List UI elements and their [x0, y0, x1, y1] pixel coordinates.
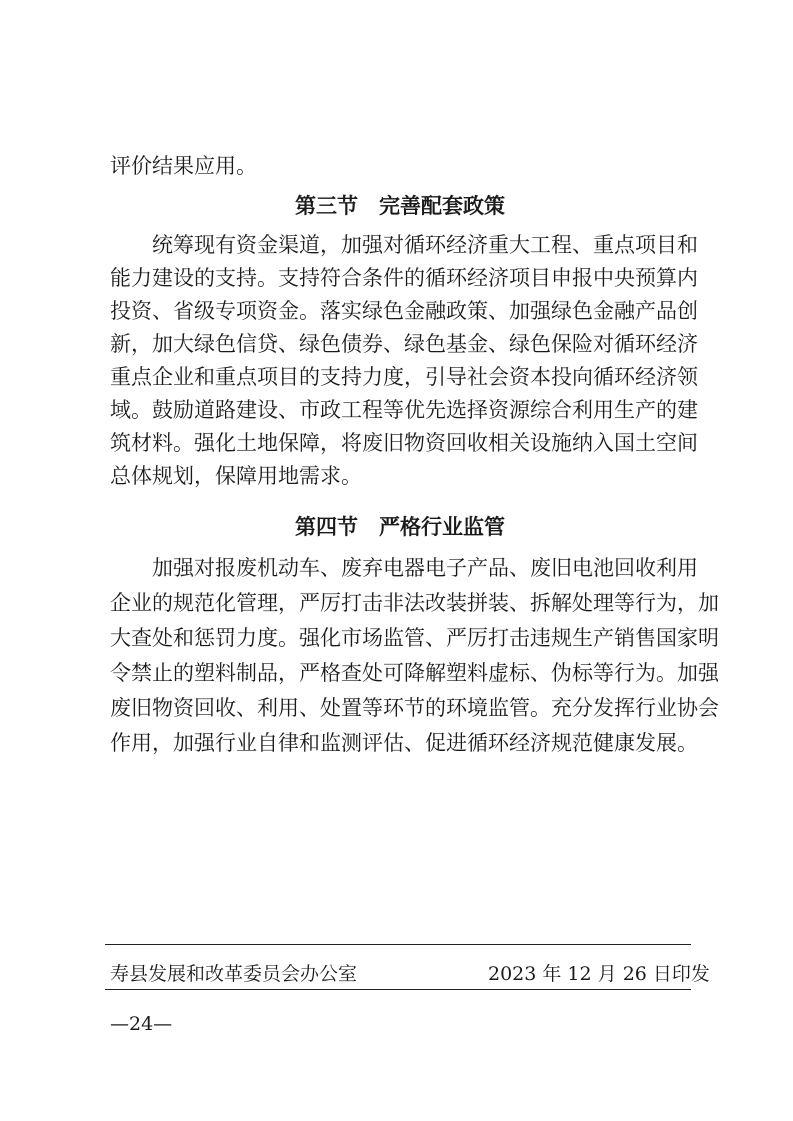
paragraph-line: 令禁止的塑料制品，严格查处可降解塑料虚标、伪标等行为。加强 — [110, 661, 719, 685]
paragraph-line: 新，加大绿色信贷、绿色债券、绿色基金、绿色保险对循环经济 — [110, 332, 698, 356]
footer-rule-bottom — [105, 989, 691, 990]
issue-date: 2023 年 12 月 26 日印发 — [488, 963, 710, 985]
paragraph-line: 企业的规范化管理，严厉打击非法改装拼装、拆解处理等行为，加 — [110, 591, 719, 615]
paragraph-line: 域。鼓励道路建设、市政工程等优先选择资源综合利用生产的建 — [110, 398, 698, 422]
page-number: —24— — [110, 1013, 173, 1035]
paragraph-line: 大查处和惩罚力度。强化市场监管、严厉打击违规生产销售国家明 — [110, 626, 719, 650]
section-3-heading: 第三节 完善配套政策 — [295, 193, 505, 218]
paragraph-line: 总体规划，保障用地需求。 — [110, 464, 362, 488]
paragraph-line: 加强对报废机动车、废弃电器电子产品、废旧电池回收利用 — [110, 556, 698, 580]
issuer-name: 寿县发展和改革委员会办公室 — [110, 963, 358, 985]
paragraph-line: 统筹现有资金渠道，加强对循环经济重大工程、重点项目和 — [110, 233, 698, 257]
opening-line: 评价结果应用。 — [110, 154, 257, 178]
footer-rule-top — [105, 944, 691, 945]
paragraph-line: 作用，加强行业自律和监测评估、促进循环经济规范健康发展。 — [110, 731, 698, 755]
paragraph-line: 能力建设的支持。支持符合条件的循环经济项目申报中央预算内 — [110, 266, 698, 290]
paragraph-line: 筑材料。强化土地保障，将废旧物资回收相关设施纳入国土空间 — [110, 431, 698, 455]
paragraph-line: 废旧物资回收、利用、处置等环节的环境监管。充分发挥行业协会 — [110, 696, 719, 720]
section-4-heading: 第四节 严格行业监管 — [295, 514, 505, 539]
paragraph-line: 重点企业和重点项目的支持力度，引导社会资本投向循环经济领 — [110, 365, 698, 389]
paragraph-line: 投资、省级专项资金。落实绿色金融政策、加强绿色金融产品创 — [110, 299, 698, 323]
